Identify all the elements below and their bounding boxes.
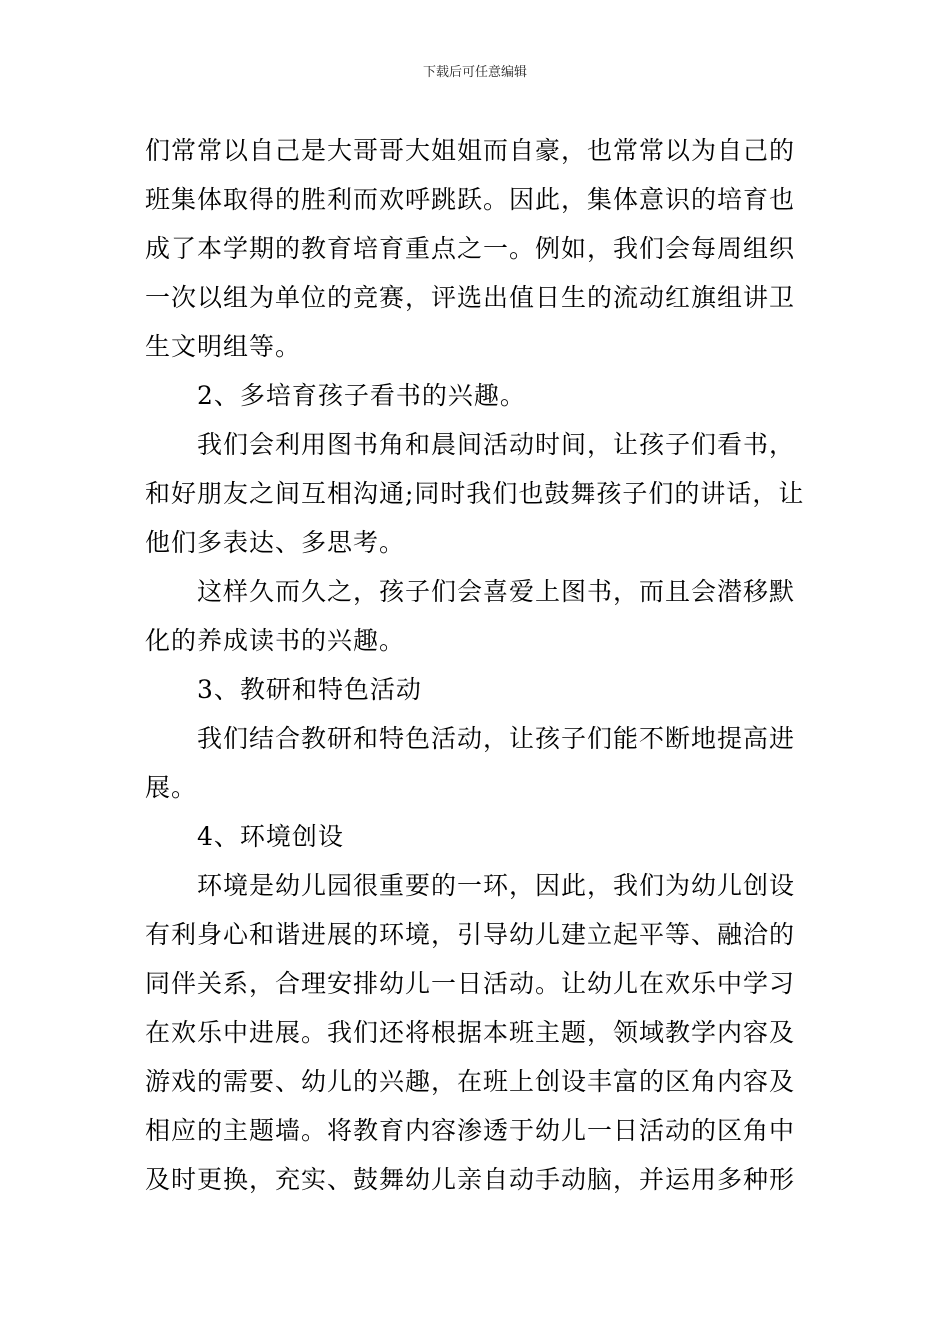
- text-line: 同伴关系，合理安排幼儿一日活动。让幼儿在欢乐中学习: [145, 969, 796, 998]
- text-line: 生文明组等。: [145, 332, 302, 361]
- text-line: 化的养成读书的兴趣。: [145, 626, 406, 655]
- paragraph: [145, 420, 810, 567]
- paragraph: [145, 714, 810, 812]
- text-line: 我们会利用图书角和晨间活动时间，让孩子们看书，: [197, 430, 796, 459]
- paragraph: [145, 812, 810, 861]
- text-line: 我们结合教研和特色活动，让孩子们能不断地提高进: [197, 724, 796, 753]
- text-line: 及时更换，充实、鼓舞幼儿亲自动手动脑，并运用多种形: [145, 1165, 796, 1194]
- text-line: 成了本学期的教育培育重点之一。例如，我们会每周组织: [145, 234, 796, 263]
- text-line: 们常常以自己是大哥哥大姐姐而自豪，也常常以为自己的: [145, 136, 796, 165]
- text-line: 他们多表达、多思考。: [145, 528, 406, 557]
- paragraph: [145, 567, 810, 665]
- text-line: 展。: [145, 773, 198, 802]
- document-body: [145, 126, 810, 1204]
- text-line: 这样久而久之，孩子们会喜爱上图书，而且会潜移默: [197, 577, 796, 606]
- text-line: 2、多培育孩子看书的兴趣。: [197, 381, 526, 410]
- text-line: 4、环境创设: [197, 822, 344, 851]
- text-line: 一次以组为单位的竞赛，评选出值日生的流动红旗组讲卫: [145, 283, 796, 312]
- text-line: 游戏的需要、幼儿的兴趣，在班上创设丰富的区角内容及: [145, 1067, 796, 1096]
- paragraph: [145, 126, 810, 371]
- text-line: 在欢乐中进展。我们还将根据本班主题，领域教学内容及: [145, 1018, 796, 1047]
- paragraph: [145, 861, 810, 1204]
- text-line: 相应的主题墙。将教育内容渗透于幼儿一日活动的区角中: [145, 1116, 796, 1145]
- text-line: 班集体取得的胜利而欢呼跳跃。因此，集体意识的培育也: [145, 185, 796, 214]
- text-line: 环境是幼儿园很重要的一环，因此，我们为幼儿创设: [197, 871, 796, 900]
- text-line: 有利身心和谐进展的环境，引导幼儿建立起平等、融洽的: [145, 920, 796, 949]
- text-line: 3、教研和特色活动: [197, 675, 422, 704]
- text-line: 和好朋友之间互相沟通;同时我们也鼓舞孩子们的讲话，让: [145, 479, 805, 508]
- page-header: 下载后可任意编辑: [422, 65, 527, 80]
- paragraph: [145, 371, 810, 420]
- paragraph: [145, 665, 810, 714]
